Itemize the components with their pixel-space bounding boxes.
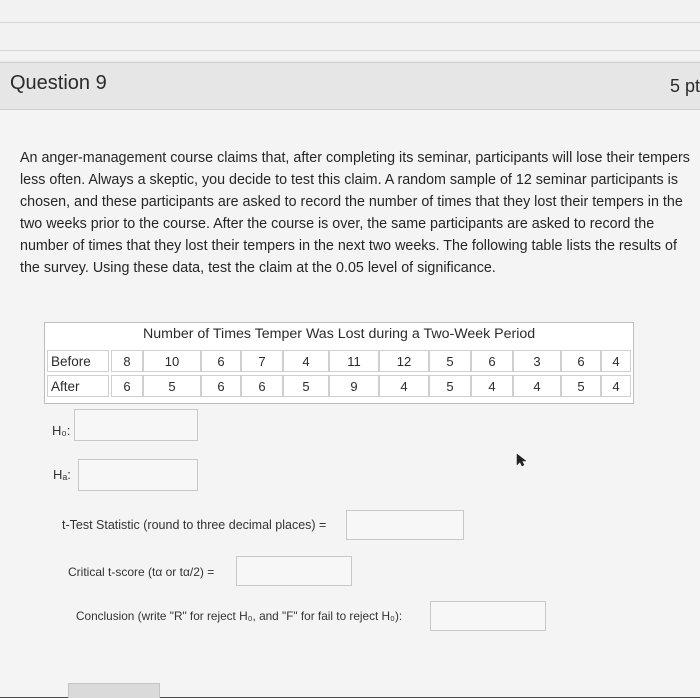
row-label-after: After xyxy=(47,375,109,397)
table-row xyxy=(47,350,631,374)
table-cell: 8 xyxy=(111,350,143,372)
table-cell: 5 xyxy=(429,350,471,372)
conclusion-label: Conclusion (write "R" for reject H₀, and "F" for fail to reject H₀): xyxy=(76,609,403,623)
critical-score-label: Critical t-score (tα or tα/2) = xyxy=(68,565,215,579)
conclusion-input[interactable] xyxy=(430,601,546,631)
table-cell: 4 xyxy=(379,375,429,397)
table-cell: 11 xyxy=(329,350,379,372)
table-cell: 6 xyxy=(201,350,241,372)
alternative-hypothesis-input[interactable] xyxy=(78,459,198,491)
table-cell: 6 xyxy=(201,375,241,397)
question-prompt: An anger-management course claims that, after completing its seminar, participants will lose their tempers less often. Always a skeptic, you decide to test this claim. A random sample of 12 seminar participants is chosen, and these participants are asked to record the number of times that they lost their tempers in the two weeks prior to the course. After the course is over, the same participants are asked to record the number of times that they lost their tempers in the next two weeks. The following table lists the results of the survey. Using these data, test the claim at the 0.05 level of significance. xyxy=(20,150,690,276)
table-cell: 3 xyxy=(513,350,561,372)
question-title: Question 9 xyxy=(10,72,107,94)
table-cell: 6 xyxy=(561,350,601,372)
table-cell: 4 xyxy=(471,375,513,397)
table-cell: 9 xyxy=(329,375,379,397)
question-header xyxy=(0,62,700,110)
table-cell: 6 xyxy=(111,375,143,397)
table-cell: 5 xyxy=(429,375,471,397)
table-cell: 6 xyxy=(471,350,513,372)
null-hypothesis-input[interactable] xyxy=(74,409,198,441)
table-cell: 5 xyxy=(561,375,601,397)
table-cell: 4 xyxy=(601,350,631,372)
table-cell: 4 xyxy=(601,375,631,397)
table-cell: 7 xyxy=(241,350,283,372)
critical-score-input[interactable] xyxy=(236,556,352,586)
t-statistic-label: t-Test Statistic (round to three decimal places) = xyxy=(62,518,327,532)
alternative-hypothesis-label: Hₐ: xyxy=(53,467,71,482)
question-points: 5 pt xyxy=(670,76,700,96)
table-cell: 4 xyxy=(283,350,329,372)
next-button[interactable] xyxy=(68,683,160,698)
top-strip xyxy=(0,0,700,60)
table-cell: 10 xyxy=(143,350,201,372)
mouse-cursor-icon xyxy=(516,453,528,472)
table-cell: 4 xyxy=(513,375,561,397)
table-cell: 6 xyxy=(241,375,283,397)
table-cell: 12 xyxy=(379,350,429,372)
divider xyxy=(0,22,700,23)
data-table xyxy=(44,322,634,404)
divider xyxy=(0,50,700,51)
null-hypothesis-label: H₀: xyxy=(52,423,71,438)
table-caption: Number of Times Temper Was Lost during a Two-Week Period xyxy=(143,326,536,342)
table-row xyxy=(47,375,631,399)
row-label-before: Before xyxy=(47,350,109,372)
question-body xyxy=(0,110,700,697)
t-statistic-input[interactable] xyxy=(346,510,464,540)
table-cell: 5 xyxy=(283,375,329,397)
table-cell: 5 xyxy=(143,375,201,397)
